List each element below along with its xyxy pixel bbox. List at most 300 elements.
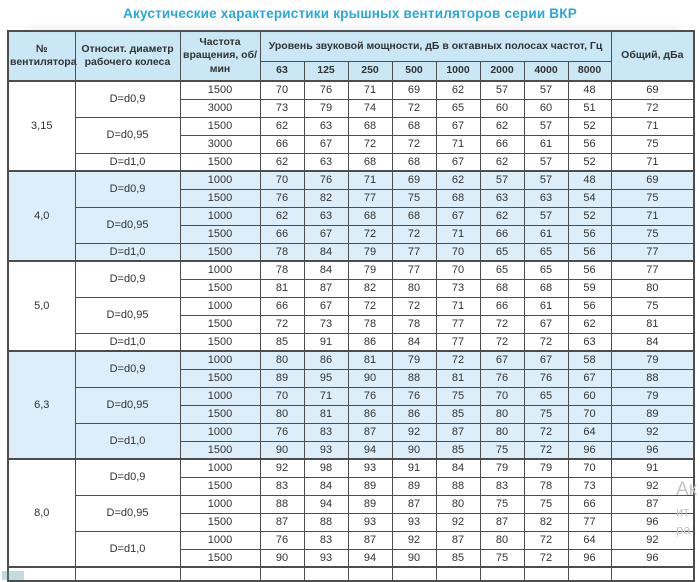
table-body bbox=[8, 81, 694, 581]
speed-cell: 1500 bbox=[180, 243, 260, 261]
spl-value-cell-63: 73 bbox=[260, 99, 304, 117]
spl-value-cell-125: 93 bbox=[304, 549, 348, 567]
spl-value-cell-125: 81 bbox=[304, 405, 348, 423]
speed-cell: 1500 bbox=[180, 153, 260, 171]
spl-value-cell-2000: 80 bbox=[480, 405, 524, 423]
spl-value-cell-8000: 67 bbox=[568, 369, 611, 387]
spl-value-cell-63: 78 bbox=[260, 261, 304, 279]
spl-value-cell-125: 82 bbox=[304, 189, 348, 207]
speed-cell: 1500 bbox=[180, 279, 260, 297]
spl-value-cell-125: 95 bbox=[304, 369, 348, 387]
total-cell: 81 bbox=[611, 315, 694, 333]
spl-value-cell-500: 84 bbox=[392, 333, 436, 351]
header-spl-group: Уровень звуковой мощности, дБ в октавных полосах частот, Гц bbox=[260, 31, 611, 61]
spl-value-cell-1000: 70 bbox=[436, 261, 480, 279]
spl-value-cell-125: 79 bbox=[304, 99, 348, 117]
spl-value-cell-250: 89 bbox=[348, 495, 392, 513]
spl-value-cell-4000: 65 bbox=[524, 387, 568, 405]
spl-value-cell-8000: 56 bbox=[568, 135, 611, 153]
total-cell: 79 bbox=[611, 387, 694, 405]
partial-cutoff-row bbox=[8, 567, 694, 581]
spl-value-cell-1000: 88 bbox=[436, 477, 480, 495]
spl-value-cell-63: 70 bbox=[260, 171, 304, 189]
total-cell: 75 bbox=[611, 189, 694, 207]
spl-value-cell-2000: 68 bbox=[480, 279, 524, 297]
spl-value-cell-4000: 75 bbox=[524, 495, 568, 513]
total-cell: 72 bbox=[611, 99, 694, 117]
table-row bbox=[8, 207, 694, 225]
spl-value-cell-250: 87 bbox=[348, 423, 392, 441]
spl-value-cell-63: 66 bbox=[260, 225, 304, 243]
spl-value-cell-125: 76 bbox=[304, 171, 348, 189]
fan-number-cell: 3,15 bbox=[8, 81, 75, 171]
header-band-63: 63 bbox=[260, 61, 304, 81]
speed-cell: 1000 bbox=[180, 387, 260, 405]
spl-value-cell-2000: 57 bbox=[480, 81, 524, 99]
total-cell: 77 bbox=[611, 261, 694, 279]
spl-value-cell-2000: 66 bbox=[480, 297, 524, 315]
spl-value-cell-4000: 61 bbox=[524, 225, 568, 243]
spl-value-cell-63: 81 bbox=[260, 279, 304, 297]
spl-value-cell-250: 72 bbox=[348, 135, 392, 153]
speed-cell: 1500 bbox=[180, 441, 260, 459]
diameter-cell: D=d0,9 bbox=[75, 171, 180, 207]
spl-value-cell-125: 83 bbox=[304, 423, 348, 441]
header-total: Общий, дБа bbox=[611, 31, 694, 81]
spl-value-cell-2000: 76 bbox=[480, 369, 524, 387]
faded-watermark-strip bbox=[30, 26, 680, 31]
spl-value-cell-8000: 56 bbox=[568, 225, 611, 243]
spl-value-cell-500: 87 bbox=[392, 495, 436, 513]
speed-cell: 1500 bbox=[180, 117, 260, 135]
spl-value-cell-1000: 84 bbox=[436, 459, 480, 477]
spl-value-cell-4000: 72 bbox=[524, 333, 568, 351]
spl-value-cell-125: 84 bbox=[304, 477, 348, 495]
spl-value-cell-500: 68 bbox=[392, 117, 436, 135]
spl-value-cell-1000: 85 bbox=[436, 549, 480, 567]
spl-value-cell-250: 90 bbox=[348, 369, 392, 387]
spl-value-cell-63: 62 bbox=[260, 117, 304, 135]
spl-value-cell-63: 80 bbox=[260, 351, 304, 369]
spl-value-cell-4000: 63 bbox=[524, 189, 568, 207]
empty-cell bbox=[392, 567, 436, 581]
spl-value-cell-8000: 73 bbox=[568, 477, 611, 495]
spl-value-cell-63: 72 bbox=[260, 315, 304, 333]
spl-value-cell-63: 89 bbox=[260, 369, 304, 387]
spl-value-cell-63: 70 bbox=[260, 387, 304, 405]
spl-value-cell-63: 66 bbox=[260, 135, 304, 153]
spl-value-cell-8000: 96 bbox=[568, 441, 611, 459]
header-speed: Частота вращения, об/мин bbox=[180, 31, 260, 81]
fan-number-cell: 8,0 bbox=[8, 459, 75, 567]
spl-value-cell-125: 87 bbox=[304, 279, 348, 297]
table-row bbox=[8, 81, 694, 99]
spl-value-cell-500: 88 bbox=[392, 369, 436, 387]
speed-cell: 1000 bbox=[180, 207, 260, 225]
spl-value-cell-1000: 75 bbox=[436, 387, 480, 405]
spl-value-cell-250: 76 bbox=[348, 387, 392, 405]
spl-value-cell-125: 93 bbox=[304, 441, 348, 459]
speed-cell: 1000 bbox=[180, 531, 260, 549]
spl-value-cell-8000: 77 bbox=[568, 513, 611, 531]
spl-value-cell-500: 68 bbox=[392, 207, 436, 225]
header-band-8000: 8000 bbox=[568, 61, 611, 81]
empty-cell bbox=[436, 567, 480, 581]
speed-cell: 1500 bbox=[180, 549, 260, 567]
table-row bbox=[8, 261, 694, 279]
acoustic-table bbox=[7, 30, 695, 582]
spl-value-cell-500: 90 bbox=[392, 549, 436, 567]
spl-value-cell-2000: 66 bbox=[480, 225, 524, 243]
diameter-cell: D=d1,0 bbox=[75, 531, 180, 567]
spl-value-cell-1000: 70 bbox=[436, 243, 480, 261]
spl-value-cell-4000: 57 bbox=[524, 171, 568, 189]
fan-number-cell: 4,0 bbox=[8, 171, 75, 261]
spl-value-cell-1000: 77 bbox=[436, 315, 480, 333]
spl-value-cell-500: 69 bbox=[392, 81, 436, 99]
spl-value-cell-250: 71 bbox=[348, 81, 392, 99]
diameter-cell: D=d0,95 bbox=[75, 297, 180, 333]
spl-value-cell-1000: 71 bbox=[436, 135, 480, 153]
total-cell: 92 bbox=[611, 477, 694, 495]
spl-value-cell-4000: 57 bbox=[524, 153, 568, 171]
table-row bbox=[8, 297, 694, 315]
spl-value-cell-250: 81 bbox=[348, 351, 392, 369]
spl-value-cell-1000: 85 bbox=[436, 441, 480, 459]
spl-value-cell-125: 63 bbox=[304, 153, 348, 171]
spl-value-cell-4000: 75 bbox=[524, 405, 568, 423]
spl-value-cell-125: 91 bbox=[304, 333, 348, 351]
spl-value-cell-4000: 72 bbox=[524, 423, 568, 441]
empty-cell bbox=[260, 567, 304, 581]
fan-number-cell: 6,3 bbox=[8, 351, 75, 459]
spl-value-cell-4000: 57 bbox=[524, 81, 568, 99]
spl-value-cell-4000: 65 bbox=[524, 243, 568, 261]
table-row bbox=[8, 333, 694, 351]
spl-value-cell-63: 83 bbox=[260, 477, 304, 495]
total-cell: 71 bbox=[611, 207, 694, 225]
diameter-cell: D=d1,0 bbox=[75, 333, 180, 351]
speed-cell: 1500 bbox=[180, 333, 260, 351]
watermark-text: Ак ит ра bbox=[676, 479, 697, 538]
spl-value-cell-4000: 72 bbox=[524, 549, 568, 567]
diameter-cell: D=d1,0 bbox=[75, 423, 180, 459]
spl-value-cell-2000: 62 bbox=[480, 207, 524, 225]
table-row bbox=[8, 153, 694, 171]
spl-value-cell-4000: 61 bbox=[524, 135, 568, 153]
spl-value-cell-250: 79 bbox=[348, 261, 392, 279]
total-cell: 91 bbox=[611, 459, 694, 477]
spl-value-cell-2000: 60 bbox=[480, 99, 524, 117]
speed-cell: 1500 bbox=[180, 81, 260, 99]
empty-cell bbox=[480, 567, 524, 581]
header-fan-number: № вентилятора bbox=[8, 31, 75, 81]
spl-value-cell-8000: 59 bbox=[568, 279, 611, 297]
total-cell: 71 bbox=[611, 117, 694, 135]
total-cell: 69 bbox=[611, 171, 694, 189]
diameter-cell: D=d0,95 bbox=[75, 117, 180, 153]
spl-value-cell-250: 68 bbox=[348, 153, 392, 171]
spl-value-cell-1000: 67 bbox=[436, 207, 480, 225]
spl-value-cell-1000: 85 bbox=[436, 405, 480, 423]
spl-value-cell-125: 86 bbox=[304, 351, 348, 369]
header-band-1000: 1000 bbox=[436, 61, 480, 81]
spl-value-cell-2000: 80 bbox=[480, 531, 524, 549]
spl-value-cell-63: 76 bbox=[260, 423, 304, 441]
total-cell: 75 bbox=[611, 297, 694, 315]
total-cell: 69 bbox=[611, 81, 694, 99]
empty-cell bbox=[524, 567, 568, 581]
total-cell: 89 bbox=[611, 405, 694, 423]
spl-value-cell-8000: 52 bbox=[568, 117, 611, 135]
spl-value-cell-500: 79 bbox=[392, 351, 436, 369]
spl-value-cell-500: 93 bbox=[392, 513, 436, 531]
diameter-cell: D=d1,0 bbox=[75, 153, 180, 171]
speed-cell: 3000 bbox=[180, 99, 260, 117]
spl-value-cell-250: 94 bbox=[348, 441, 392, 459]
table-row bbox=[8, 117, 694, 135]
spl-value-cell-250: 86 bbox=[348, 333, 392, 351]
spl-value-cell-8000: 60 bbox=[568, 387, 611, 405]
spl-value-cell-4000: 67 bbox=[524, 315, 568, 333]
spl-value-cell-8000: 64 bbox=[568, 531, 611, 549]
spl-value-cell-1000: 73 bbox=[436, 279, 480, 297]
spl-value-cell-2000: 66 bbox=[480, 135, 524, 153]
spl-value-cell-125: 84 bbox=[304, 243, 348, 261]
spl-value-cell-2000: 70 bbox=[480, 387, 524, 405]
spl-value-cell-125: 76 bbox=[304, 81, 348, 99]
spl-value-cell-8000: 52 bbox=[568, 207, 611, 225]
spl-value-cell-500: 78 bbox=[392, 315, 436, 333]
spl-value-cell-8000: 63 bbox=[568, 333, 611, 351]
diameter-cell: D=d0,9 bbox=[75, 459, 180, 495]
spl-value-cell-250: 82 bbox=[348, 279, 392, 297]
speed-cell: 1500 bbox=[180, 225, 260, 243]
empty-cell bbox=[568, 567, 611, 581]
spl-value-cell-250: 72 bbox=[348, 297, 392, 315]
spl-value-cell-500: 75 bbox=[392, 189, 436, 207]
spl-value-cell-4000: 78 bbox=[524, 477, 568, 495]
total-cell: 84 bbox=[611, 333, 694, 351]
speed-cell: 1500 bbox=[180, 189, 260, 207]
spl-value-cell-125: 71 bbox=[304, 387, 348, 405]
diameter-cell: D=d0,9 bbox=[75, 351, 180, 387]
empty-cell bbox=[348, 567, 392, 581]
spl-value-cell-1000: 71 bbox=[436, 297, 480, 315]
page-title: Акустические характеристики крышных вентиляторов серии ВКР bbox=[123, 6, 577, 21]
spl-value-cell-4000: 82 bbox=[524, 513, 568, 531]
table-row bbox=[8, 387, 694, 405]
spl-value-cell-1000: 87 bbox=[436, 423, 480, 441]
spl-value-cell-63: 90 bbox=[260, 441, 304, 459]
total-cell: 80 bbox=[611, 279, 694, 297]
empty-cell bbox=[75, 567, 180, 581]
spl-value-cell-63: 76 bbox=[260, 189, 304, 207]
speed-cell: 1500 bbox=[180, 405, 260, 423]
spl-value-cell-250: 77 bbox=[348, 189, 392, 207]
spl-value-cell-2000: 62 bbox=[480, 117, 524, 135]
spl-value-cell-125: 63 bbox=[304, 207, 348, 225]
spl-value-cell-4000: 79 bbox=[524, 459, 568, 477]
table-row bbox=[8, 423, 694, 441]
spl-value-cell-500: 68 bbox=[392, 153, 436, 171]
spl-value-cell-4000: 76 bbox=[524, 369, 568, 387]
spl-value-cell-63: 85 bbox=[260, 333, 304, 351]
spl-value-cell-500: 76 bbox=[392, 387, 436, 405]
total-cell: 77 bbox=[611, 243, 694, 261]
diameter-cell: D=d0,9 bbox=[75, 81, 180, 117]
spl-value-cell-500: 80 bbox=[392, 279, 436, 297]
spl-value-cell-2000: 87 bbox=[480, 513, 524, 531]
spl-value-cell-4000: 72 bbox=[524, 531, 568, 549]
spl-value-cell-125: 94 bbox=[304, 495, 348, 513]
spl-value-cell-8000: 96 bbox=[568, 549, 611, 567]
spl-value-cell-8000: 66 bbox=[568, 495, 611, 513]
spl-value-cell-2000: 62 bbox=[480, 153, 524, 171]
header-band-250: 250 bbox=[348, 61, 392, 81]
spl-value-cell-250: 78 bbox=[348, 315, 392, 333]
header-diameter: Относит. диаметр рабочего колеса bbox=[75, 31, 180, 81]
spl-value-cell-250: 79 bbox=[348, 243, 392, 261]
spl-value-cell-8000: 51 bbox=[568, 99, 611, 117]
speed-cell: 3000 bbox=[180, 135, 260, 153]
diameter-cell: D=d0,95 bbox=[75, 495, 180, 531]
speed-cell: 1000 bbox=[180, 297, 260, 315]
spl-value-cell-1000: 65 bbox=[436, 99, 480, 117]
spl-value-cell-63: 62 bbox=[260, 207, 304, 225]
speed-cell: 1000 bbox=[180, 261, 260, 279]
diameter-cell: D=d0,95 bbox=[75, 387, 180, 423]
spl-value-cell-125: 67 bbox=[304, 135, 348, 153]
speed-cell: 1000 bbox=[180, 351, 260, 369]
spl-value-cell-63: 66 bbox=[260, 297, 304, 315]
spl-value-cell-500: 72 bbox=[392, 99, 436, 117]
spl-value-cell-63: 88 bbox=[260, 495, 304, 513]
speed-cell: 1000 bbox=[180, 495, 260, 513]
spl-value-cell-63: 87 bbox=[260, 513, 304, 531]
spl-value-cell-250: 71 bbox=[348, 171, 392, 189]
spl-value-cell-1000: 72 bbox=[436, 351, 480, 369]
spl-value-cell-8000: 56 bbox=[568, 297, 611, 315]
spl-value-cell-125: 83 bbox=[304, 531, 348, 549]
fan-number-cell: 5,0 bbox=[8, 261, 75, 351]
header-band-500: 500 bbox=[392, 61, 436, 81]
spl-value-cell-2000: 57 bbox=[480, 171, 524, 189]
spl-value-cell-4000: 72 bbox=[524, 441, 568, 459]
spl-value-cell-1000: 80 bbox=[436, 495, 480, 513]
spl-value-cell-125: 63 bbox=[304, 117, 348, 135]
spl-value-cell-500: 69 bbox=[392, 171, 436, 189]
spl-value-cell-500: 72 bbox=[392, 225, 436, 243]
spl-value-cell-2000: 75 bbox=[480, 549, 524, 567]
total-cell: 88 bbox=[611, 369, 694, 387]
spl-value-cell-500: 89 bbox=[392, 477, 436, 495]
spl-value-cell-8000: 56 bbox=[568, 243, 611, 261]
spl-value-cell-63: 78 bbox=[260, 243, 304, 261]
spl-value-cell-8000: 52 bbox=[568, 153, 611, 171]
spl-value-cell-8000: 62 bbox=[568, 315, 611, 333]
spl-value-cell-250: 89 bbox=[348, 477, 392, 495]
spl-value-cell-1000: 68 bbox=[436, 189, 480, 207]
header-band-2000: 2000 bbox=[480, 61, 524, 81]
total-cell: 75 bbox=[611, 225, 694, 243]
spl-value-cell-63: 62 bbox=[260, 153, 304, 171]
empty-cell bbox=[611, 567, 694, 581]
spl-value-cell-250: 93 bbox=[348, 459, 392, 477]
total-cell: 96 bbox=[611, 441, 694, 459]
spl-value-cell-4000: 57 bbox=[524, 207, 568, 225]
spl-value-cell-4000: 61 bbox=[524, 297, 568, 315]
spl-value-cell-125: 98 bbox=[304, 459, 348, 477]
speed-cell: 1500 bbox=[180, 513, 260, 531]
spl-value-cell-2000: 75 bbox=[480, 441, 524, 459]
spl-value-cell-1000: 81 bbox=[436, 369, 480, 387]
total-cell: 92 bbox=[611, 423, 694, 441]
table-row bbox=[8, 243, 694, 261]
speed-cell: 1500 bbox=[180, 369, 260, 387]
spl-value-cell-8000: 48 bbox=[568, 171, 611, 189]
spl-value-cell-125: 67 bbox=[304, 297, 348, 315]
diameter-cell: D=d0,9 bbox=[75, 261, 180, 297]
spl-value-cell-8000: 54 bbox=[568, 189, 611, 207]
spl-value-cell-1000: 92 bbox=[436, 513, 480, 531]
spl-value-cell-1000: 71 bbox=[436, 225, 480, 243]
spl-value-cell-500: 72 bbox=[392, 135, 436, 153]
total-cell: 75 bbox=[611, 135, 694, 153]
spl-value-cell-4000: 57 bbox=[524, 117, 568, 135]
spl-value-cell-500: 86 bbox=[392, 405, 436, 423]
speed-cell: 1000 bbox=[180, 171, 260, 189]
empty-cell bbox=[180, 567, 260, 581]
speed-cell: 1500 bbox=[180, 315, 260, 333]
spl-value-cell-500: 90 bbox=[392, 441, 436, 459]
total-cell: 87 bbox=[611, 495, 694, 513]
spl-value-cell-2000: 83 bbox=[480, 477, 524, 495]
speed-cell: 1000 bbox=[180, 459, 260, 477]
spl-value-cell-250: 72 bbox=[348, 225, 392, 243]
spl-value-cell-500: 91 bbox=[392, 459, 436, 477]
total-cell: 96 bbox=[611, 513, 694, 531]
table-row bbox=[8, 351, 694, 369]
total-cell: 96 bbox=[611, 549, 694, 567]
table-row bbox=[8, 459, 694, 477]
spl-value-cell-8000: 48 bbox=[568, 81, 611, 99]
spl-value-cell-125: 67 bbox=[304, 225, 348, 243]
spl-value-cell-63: 92 bbox=[260, 459, 304, 477]
header-band-4000: 4000 bbox=[524, 61, 568, 81]
spl-value-cell-125: 84 bbox=[304, 261, 348, 279]
spl-value-cell-63: 80 bbox=[260, 405, 304, 423]
spl-value-cell-250: 94 bbox=[348, 549, 392, 567]
spl-value-cell-1000: 62 bbox=[436, 81, 480, 99]
spl-value-cell-1000: 87 bbox=[436, 531, 480, 549]
spl-value-cell-500: 92 bbox=[392, 423, 436, 441]
spl-value-cell-1000: 67 bbox=[436, 117, 480, 135]
spl-value-cell-2000: 67 bbox=[480, 351, 524, 369]
diameter-cell: D=d0,95 bbox=[75, 207, 180, 243]
spl-value-cell-500: 77 bbox=[392, 243, 436, 261]
table-row bbox=[8, 171, 694, 189]
spl-value-cell-1000: 67 bbox=[436, 153, 480, 171]
spl-value-cell-2000: 75 bbox=[480, 495, 524, 513]
speed-cell: 1000 bbox=[180, 423, 260, 441]
spl-value-cell-125: 73 bbox=[304, 315, 348, 333]
spl-value-cell-500: 72 bbox=[392, 297, 436, 315]
total-cell: 71 bbox=[611, 153, 694, 171]
total-cell: 79 bbox=[611, 351, 694, 369]
spl-value-cell-1000: 62 bbox=[436, 171, 480, 189]
spl-value-cell-250: 74 bbox=[348, 99, 392, 117]
